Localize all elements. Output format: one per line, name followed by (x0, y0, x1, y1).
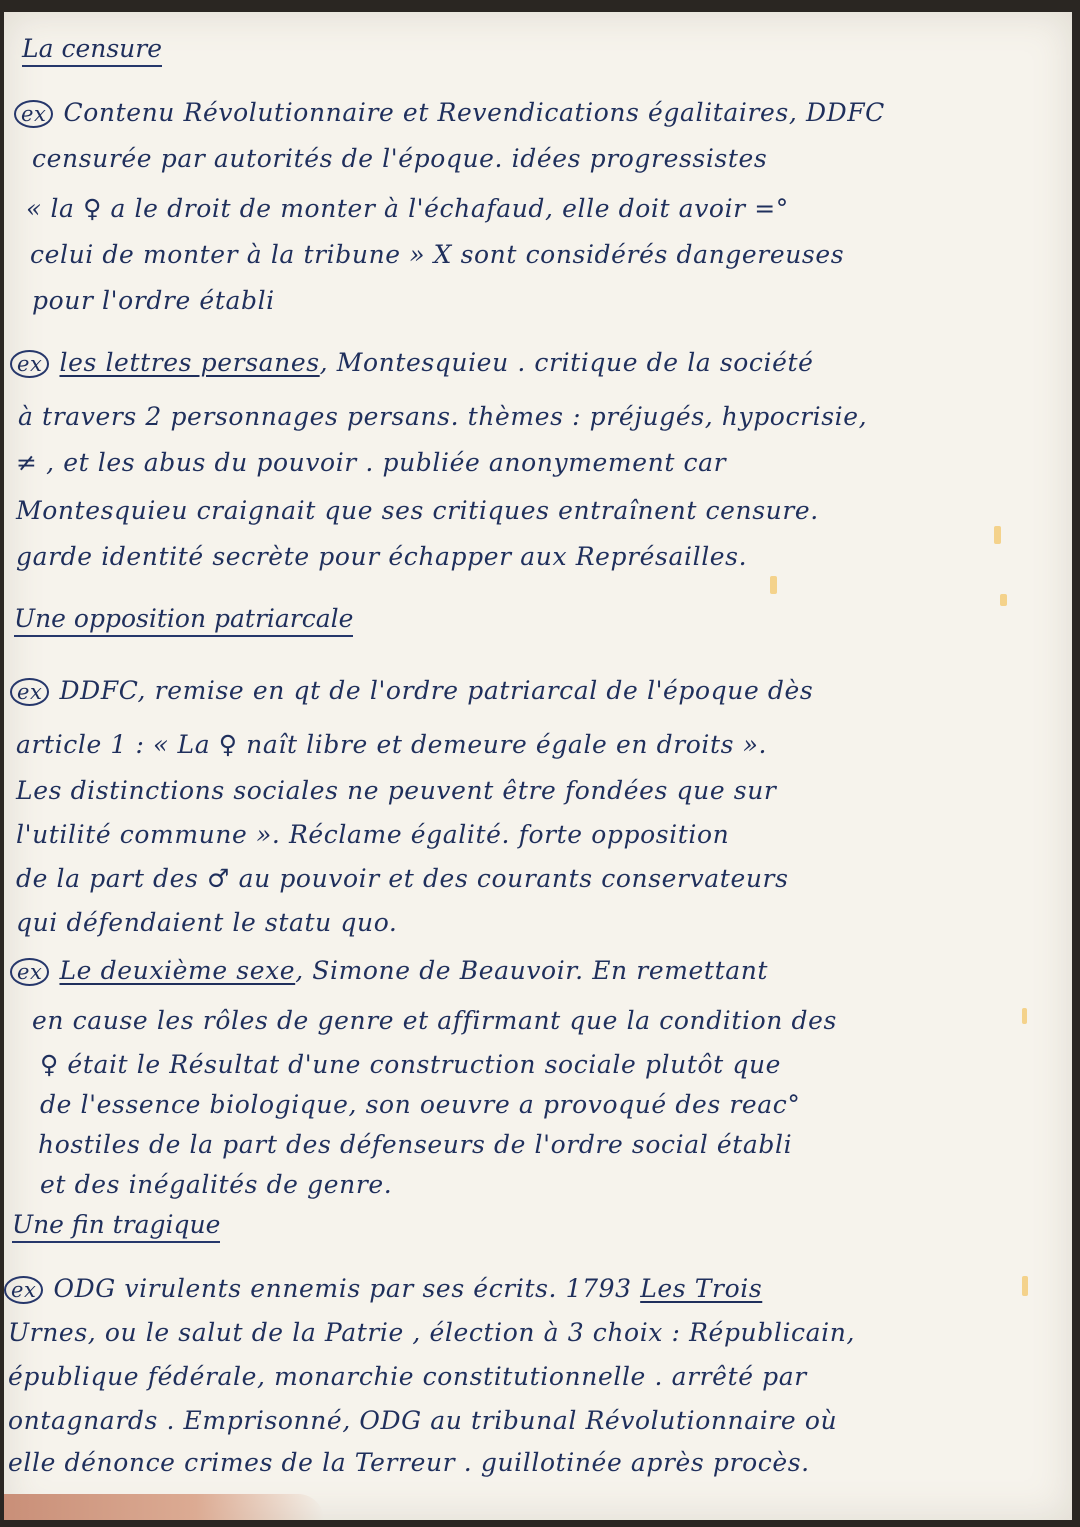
heading-opposition-patriarcale: Une opposition patriarcale (14, 604, 353, 637)
highlighter-mark (770, 576, 777, 594)
text-line: en cause les rôles de genre et affirmant que la condition des (32, 1006, 837, 1035)
text-line-content: Contenu Révolutionnaire et Revendications égalitaires, DDFC (63, 98, 885, 127)
heading-la-censure: La censure (22, 34, 162, 67)
highlighter-mark (994, 526, 1001, 544)
work-title: Les Trois (640, 1274, 763, 1303)
text-line: pour l'ordre établi (32, 286, 275, 315)
text-line: épublique fédérale, monarchie constitutionnelle . arrêté par (8, 1362, 807, 1391)
text-line-content: ODG virulents ennemis par ses écrits. 1793 (53, 1274, 632, 1303)
notebook-page (4, 12, 1072, 1520)
text-line: à travers 2 personnages persans. thèmes : préjugés, hypocrisie, (18, 402, 868, 431)
text-line: qui défendaient le statu quo. (16, 908, 398, 937)
text-line (14, 98, 885, 128)
text-line: de l'essence biologique, son oeuvre a provoqué des reac° (40, 1090, 801, 1119)
text-line: l'utilité commune ». Réclame égalité. forte opposition (16, 820, 730, 849)
text-line: de la part des ♂ au pouvoir et des courants conservateurs (16, 864, 789, 893)
text-line: censurée par autorités de l'époque. idées progressistes (32, 144, 768, 173)
text-line (10, 676, 813, 706)
ex-marker: ex (14, 100, 53, 128)
text-line: ontagnards . Emprisonné, ODG au tribunal Révolutionnaire où (8, 1406, 838, 1435)
text-line: Les distinctions sociales ne peuvent être fondées que sur (16, 776, 777, 805)
ex-marker: ex (10, 958, 49, 986)
text-line: et des inégalités de genre. (40, 1170, 393, 1199)
text-line: ≠ , et les abus du pouvoir . publiée anonymement car (16, 448, 727, 477)
text-line-content: DDFC, remise en qt de l'ordre patriarcal de l'époque dès (59, 676, 814, 705)
text-line (4, 1274, 762, 1304)
text-line: ♀ était le Résultat d'une construction sociale plutôt que (40, 1050, 782, 1079)
work-title: Le deuxième sexe (59, 956, 296, 985)
text-line: article 1 : « La ♀ naît libre et demeure égale en droits ». (16, 730, 768, 759)
heading-fin-tragique: Une fin tragique (12, 1210, 220, 1243)
text-line: garde identité secrète pour échapper aux Représailles. (16, 542, 748, 571)
text-line: « la ♀ a le droit de monter à l'échafaud, elle doit avoir =° (26, 194, 789, 223)
text-line-content: , Simone de Beauvoir. En remettant (295, 956, 769, 985)
work-title: les lettres persanes (59, 348, 320, 377)
highlighter-mark (1000, 594, 1007, 606)
text-line: Montesquieu craignait que ses critiques entraînent censure. (16, 496, 819, 525)
text-line: hostiles de la part des défenseurs de l'ordre social établi (38, 1130, 793, 1159)
text-line: celui de monter à la tribune » X sont considérés dangereuses (30, 240, 845, 269)
text-line: elle dénonce crimes de la Terreur . guillotinée après procès. (8, 1448, 810, 1477)
highlighter-mark (1022, 1008, 1027, 1024)
ex-marker: ex (10, 678, 49, 706)
text-line-content: , Montesquieu . critique de la société (319, 348, 814, 377)
ex-marker: ex (4, 1276, 43, 1304)
text-line: Urnes, ou le salut de la Patrie , élection à 3 choix : Républicain, (8, 1318, 855, 1347)
ex-marker: ex (10, 350, 49, 378)
text-line (10, 956, 768, 986)
text-line (10, 348, 814, 378)
thumb-shadow (4, 1494, 324, 1520)
highlighter-mark (1022, 1276, 1028, 1296)
